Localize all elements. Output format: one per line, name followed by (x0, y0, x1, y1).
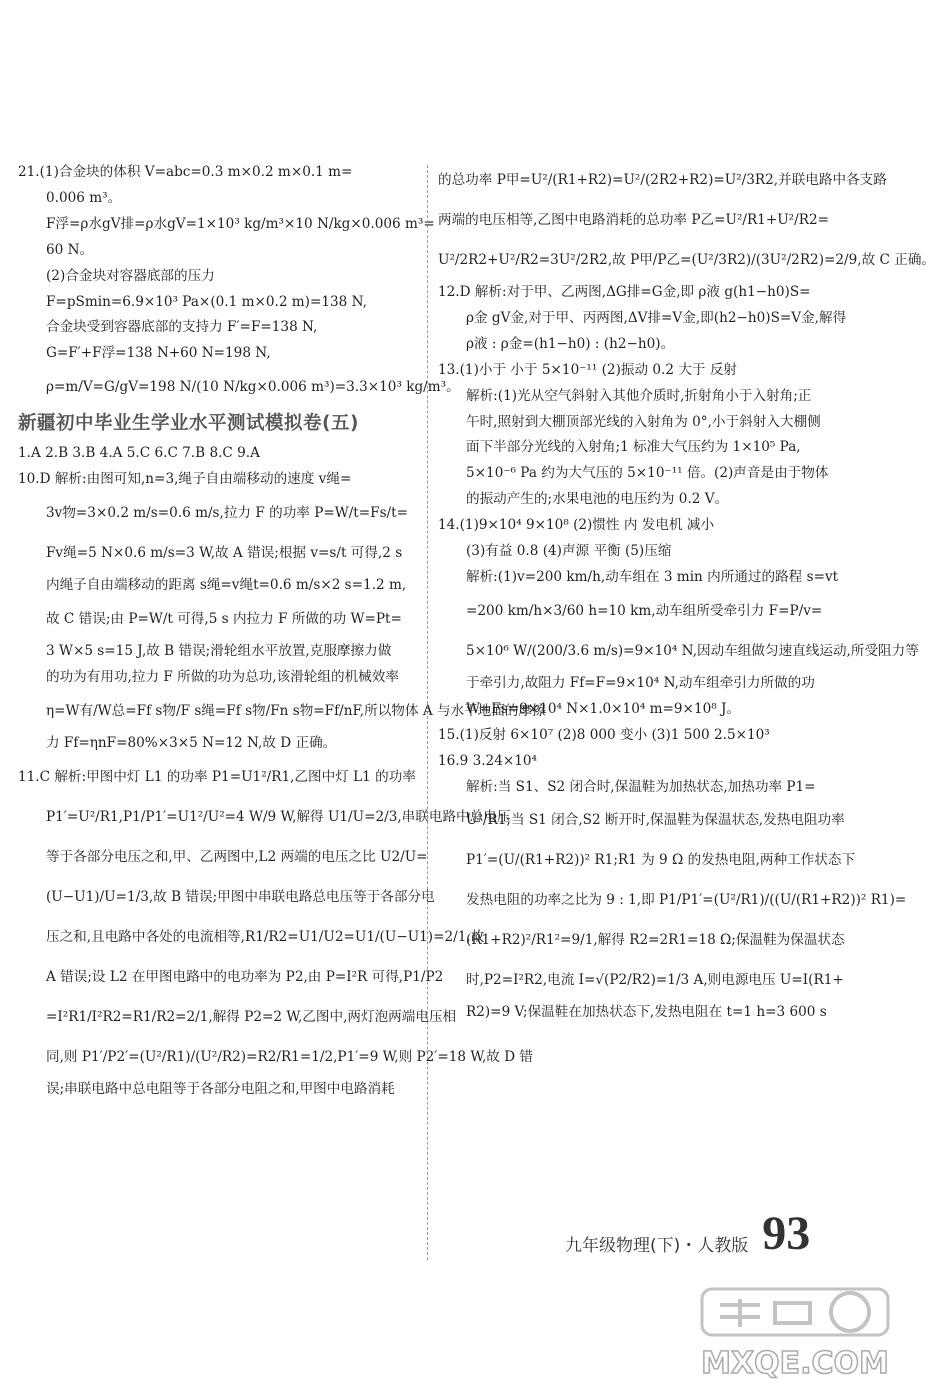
text-line: 发热电阻的功率之比为 9 : 1,即 P1/P1′=(U²/R1)/((U/(R1+R2))² R1)= (466, 892, 907, 909)
text-line: 力 Ff=ηnF=80%×3×5 N=12 N,故 D 正确。 (46, 734, 337, 751)
text-line: (3)有益 0.8 (4)声源 平衡 (5)压缩 (466, 543, 672, 560)
text-line: 的总功率 P甲=U²/(R1+R2)=U²/(2R2+R2)=U²/3R2,并联电路中各支路 (438, 172, 887, 188)
page-footer (565, 1200, 810, 1260)
column-divider (427, 165, 428, 1260)
right-column (438, 160, 935, 1026)
text-line: 3 W×5 s=15 J,故 B 错误;滑轮组水平放置,克服摩擦力做 (46, 642, 392, 659)
text-line: 解析:当 S1、S2 闭合时,保温鞋为加热状态,加热功率 P1= (466, 778, 816, 795)
text-line: 0.006 m³。 (46, 189, 122, 206)
page-number: 93 (762, 1207, 811, 1260)
text-line: 21.(1)合金块的体积 V=abc=0.3 m×0.2 m×0.1 m= (18, 164, 353, 180)
watermark-text: MXQE.COM (701, 1346, 889, 1381)
text-line: 于牵引力,故阻力 Ff=F=9×10⁴ N,动车组牵引力所做的功 (466, 674, 815, 691)
text-line: 压之和,且电路中各处的电流相等,R1/R2=U1/U2=U1/(U−U1)=2/1,故 (46, 928, 485, 945)
text-line: 10.D 解析:由图可知,n=3,绳子自由端移动的速度 v绳= (18, 471, 352, 488)
text-line: 午时,照射到大棚顶部光线的入射角为 0°,小于斜射入大棚侧 (466, 413, 821, 430)
text-line: R2)=9 V;保温鞋在加热状态下,发热电阻在 t=1 h=3 600 s (466, 1004, 827, 1021)
text-line: 解析:(1)v=200 km/h,动车组在 3 min 内所通过的路程 s=vt (466, 568, 839, 585)
text-line: A 错误;设 L2 在甲图电路中的电功率为 P2,由 P=I²R 可得,P1/P2 (46, 968, 444, 985)
text-line: 3v物=3×0.2 m/s=0.6 m/s,拉力 F 的功率 P=W/t=Fs/t= (46, 505, 408, 522)
answer-list: 1.A 2.B 3.B 4.A 5.C 6.C 7.B 8.C 9.A (18, 445, 260, 462)
book-label: 九年级物理(下)・人教版 (565, 1236, 749, 1256)
text-line: 误;串联电路中总电阻等于各部分电阻之和,甲图中电路消耗 (46, 1080, 395, 1097)
text-line: 5×10⁻⁶ Pa 约为大气压的 5×10⁻¹¹ 倍。(2)声音是由于物体 (466, 465, 829, 482)
text-line: 内绳子自由端移动的距离 s绳=v绳t=0.6 m/s×2 s=1.2 m, (46, 577, 407, 594)
text-line: 12.D 解析:对于甲、乙两图,ΔG排=G金,即 ρ液 g(h1−h0)S= (438, 284, 811, 300)
text-line: (2)合金块对容器底部的压力 (46, 267, 215, 284)
text-line: η=W有/W总=Ff s物/F s绳=Ff s物/Fn s物=Ff/nF,所以物体 A 与水平地面的摩擦 (46, 702, 546, 719)
text-line: 时,P2=I²R2,电流 I=√(P2/R2)=1/3 A,则电源电压 U=I(R1+ (466, 972, 844, 989)
text-line: 11.C 解析:甲图中灯 L1 的功率 P1=U1²/R1,乙图中灯 L1 的功率 (18, 768, 416, 785)
text-line: 的振动产生的;水果电池的电压约为 0.2 V。 (466, 491, 729, 508)
text-line: 等于各部分电压之和,甲、乙两图中,L2 两端的电压之比 U2/U= (46, 848, 428, 865)
text-line: 两端的电压相等,乙图中电路消耗的总功率 P乙=U²/R1+U²/R2= (438, 212, 829, 228)
text-line: U²/2R2+U²/R2=3U²/2R2,故 P甲/P乙=(U²/3R2)/(3U²/2R2)=2/9,故 C 正确。 (438, 252, 935, 268)
text-line: 合金块受到容器底部的支持力 F′=F=138 N, (46, 319, 318, 336)
text-line: 5×10⁶ W/(200/3.6 m/s)=9×10⁴ N,因动车组做匀速直线运动,所受阻力等 (466, 642, 919, 659)
text-line: P1′=U²/R1,P1/P1′=U1²/U²=4 W/9 W,解得 U1/U=2/3,串联电路中总电压 (46, 808, 511, 825)
text-line: 60 N。 (46, 241, 94, 258)
text-line: 13.(1)小于 小于 5×10⁻¹¹ (2)振动 0.2 大于 反射 (438, 361, 738, 378)
text-line: 面下半部分光线的入射角;1 标准大气压约为 1×10⁵ Pa, (466, 439, 801, 456)
text-line: 15.(1)反射 6×10⁷ (2)8 000 变小 (3)1 500 2.5×10³ (438, 726, 770, 743)
text-line: G=F′+F浮=138 N+60 N=198 N, (46, 345, 271, 362)
text-line: P1′=(U/(R1+R2))² R1;R1 为 9 Ω 的发热电阻,两种工作状态下 (466, 852, 856, 869)
text-line: 的功为有用功,拉力 F 所做的功为总功,该滑轮组的机械效率 (46, 668, 399, 685)
text-line: 16.9 3.24×10⁴ (438, 752, 537, 769)
text-line: ρ=m/V=G/gV=198 N/(10 N/kg×0.006 m³)=3.3×10³ kg/m³。 (46, 379, 460, 396)
text-line: F=pSmin=6.9×10³ Pa×(0.1 m×0.2 m)=138 N, (46, 293, 367, 310)
text-line: 14.(1)9×10⁴ 9×10⁸ (2)惯性 内 发电机 减小 (438, 517, 715, 534)
section-title: 新疆初中毕业生学业水平测试模拟卷(五) (18, 413, 359, 435)
text-line: =200 km/h×3/60 h=10 km,动车组所受牵引力 F=P/v= (466, 602, 823, 619)
text-line: (R1+R2)²/R1²=9/1,解得 R2=2R1=18 Ω;保温鞋为保温状态 (466, 932, 845, 949)
text-line: ρ金 gV金,对于甲、丙两图,ΔV排=V金,即(h2−h0)S=V金,解得 (466, 309, 847, 326)
text-line: F浮=ρ水gV排=ρ水gV=1×10³ kg/m³×10 N/kg×0.006 m³= (46, 215, 435, 232)
text-line: 故 C 错误;由 P=W/t 可得,5 s 内拉力 F 所做的功 W=Pt= (46, 610, 402, 627)
text-line: U²/R1;当 S1 闭合,S2 断开时,保温鞋为保温状态,发热电阻功率 (466, 812, 845, 829)
text-line: (U−U1)/U=1/3,故 B 错误;甲图中串联电路总电压等于各部分电 (46, 888, 435, 905)
text-line: ρ液 : ρ金=(h1−h0) : (h2−h0)。 (466, 335, 675, 352)
text-line: 解析:(1)光从空气斜射入其他介质时,折射角小于入射角;正 (466, 387, 812, 404)
text-line: W=Fs=9×10⁴ N×1.0×10⁴ m=9×10⁸ J。 (466, 700, 741, 717)
text-line: 同,则 P1′/P2′=(U²/R1)/(U²/R2)=R2/R1=1/2,P1′=9 W,则 P2′=18 W,故 D 错 (46, 1048, 534, 1065)
text-line: =I²R1/I²R2=R1/R2=2/1,解得 P2=2 W,乙图中,两灯泡两端电压相 (46, 1008, 457, 1025)
text-line: Fv绳=5 N×0.6 m/s=3 W,故 A 错误;根据 v=s/t 可得,2 s (46, 545, 403, 562)
watermark-logo (700, 1285, 890, 1385)
